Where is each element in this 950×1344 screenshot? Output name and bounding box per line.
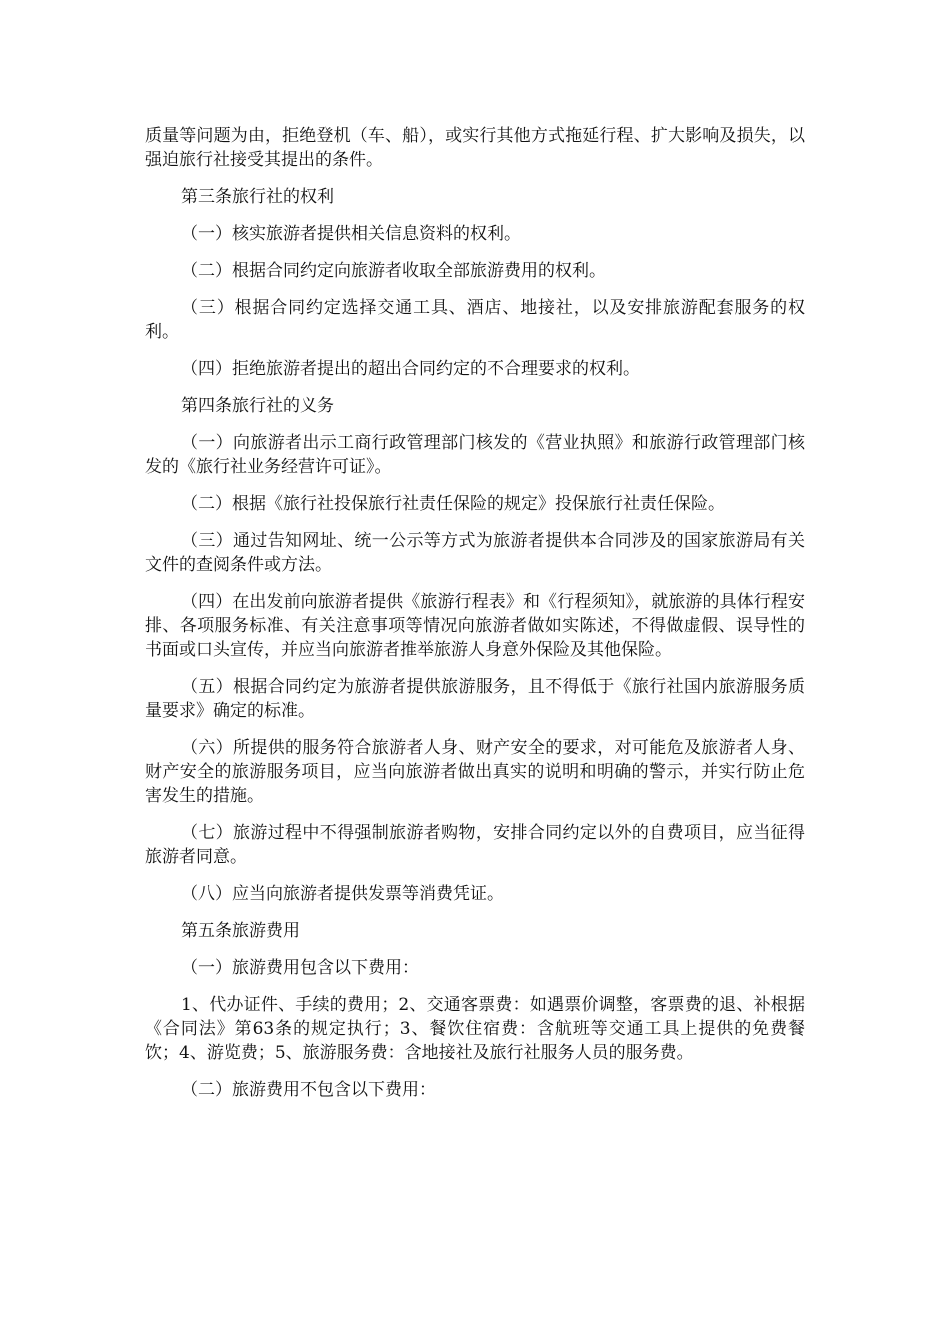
paragraph: （五）根据合同约定为旅游者提供旅游服务，且不得低于《旅行社国内旅游服务质量要求》确定的标准。 (145, 677, 805, 721)
section-heading: 第四条旅行社的义务 (181, 396, 334, 416)
section-heading: 第五条旅游费用 (181, 921, 300, 941)
paragraph: 质量等问题为由，拒绝登机（车、船），或实行其他方式拖延行程、扩大影响及损失，以强迫旅行社接受其提出的条件。 (145, 126, 805, 170)
paragraph: （三）根据合同约定选择交通工具、酒店、地接社，以及安排旅游配套服务的权利。 (145, 298, 805, 342)
paragraph: （一）旅游费用包含以下费用： (181, 958, 419, 978)
paragraph: （三）通过告知网址、统一公示等方式为旅游者提供本合同涉及的国家旅游局有关文件的查阅条件或方法。 (145, 531, 805, 575)
paragraph: （四）在出发前向旅游者提供《旅游行程表》和《行程须知》，就旅游的具体行程安排、各项服务标准、有关注意事项等情况向旅游者做如实陈述，不得做虚假、误导性的书面或口头宣传，并应当向旅游者推举旅游人身意外保险及其他保险。 (145, 592, 805, 660)
paragraph: （六）所提供的服务符合旅游者人身、财产安全的要求，对可能危及旅游者人身、财产安全的旅游服务项目，应当向旅游者做出真实的说明和明确的警示，并实行防止危害发生的措施。 (145, 738, 805, 806)
paragraph: 1、代办证件、手续的费用；2、交通客票费：如遇票价调整，客票费的退、补根据《合同法》第63条的规定执行；3、餐饮住宿费：含航班等交通工具上提供的免费餐饮；4、游览费；5、旅游服务费：含地接社及旅行社服务人员的服务费。 (145, 995, 805, 1063)
paragraph: （二）根据《旅行社投保旅行社责任保险的规定》投保旅行社责任保险。 (181, 494, 725, 514)
paragraph: （四）拒绝旅游者提出的超出合同约定的不合理要求的权利。 (181, 359, 640, 379)
section-heading: 第三条旅行社的权利 (181, 187, 334, 207)
paragraph: （二）根据合同约定向旅游者收取全部旅游费用的权利。 (181, 261, 606, 281)
document-body (145, 124, 805, 1115)
paragraph: （七）旅游过程中不得强制旅游者购物，安排合同约定以外的自费项目，应当征得旅游者同意。 (145, 823, 805, 867)
paragraph: （一）向旅游者出示工商行政管理部门核发的《营业执照》和旅游行政管理部门核发的《旅行社业务经营许可证》。 (145, 433, 805, 477)
paragraph: （一）核实旅游者提供相关信息资料的权利。 (181, 224, 521, 244)
paragraph: （二）旅游费用不包含以下费用： (181, 1080, 436, 1100)
paragraph: （八）应当向旅游者提供发票等消费凭证。 (181, 884, 504, 904)
